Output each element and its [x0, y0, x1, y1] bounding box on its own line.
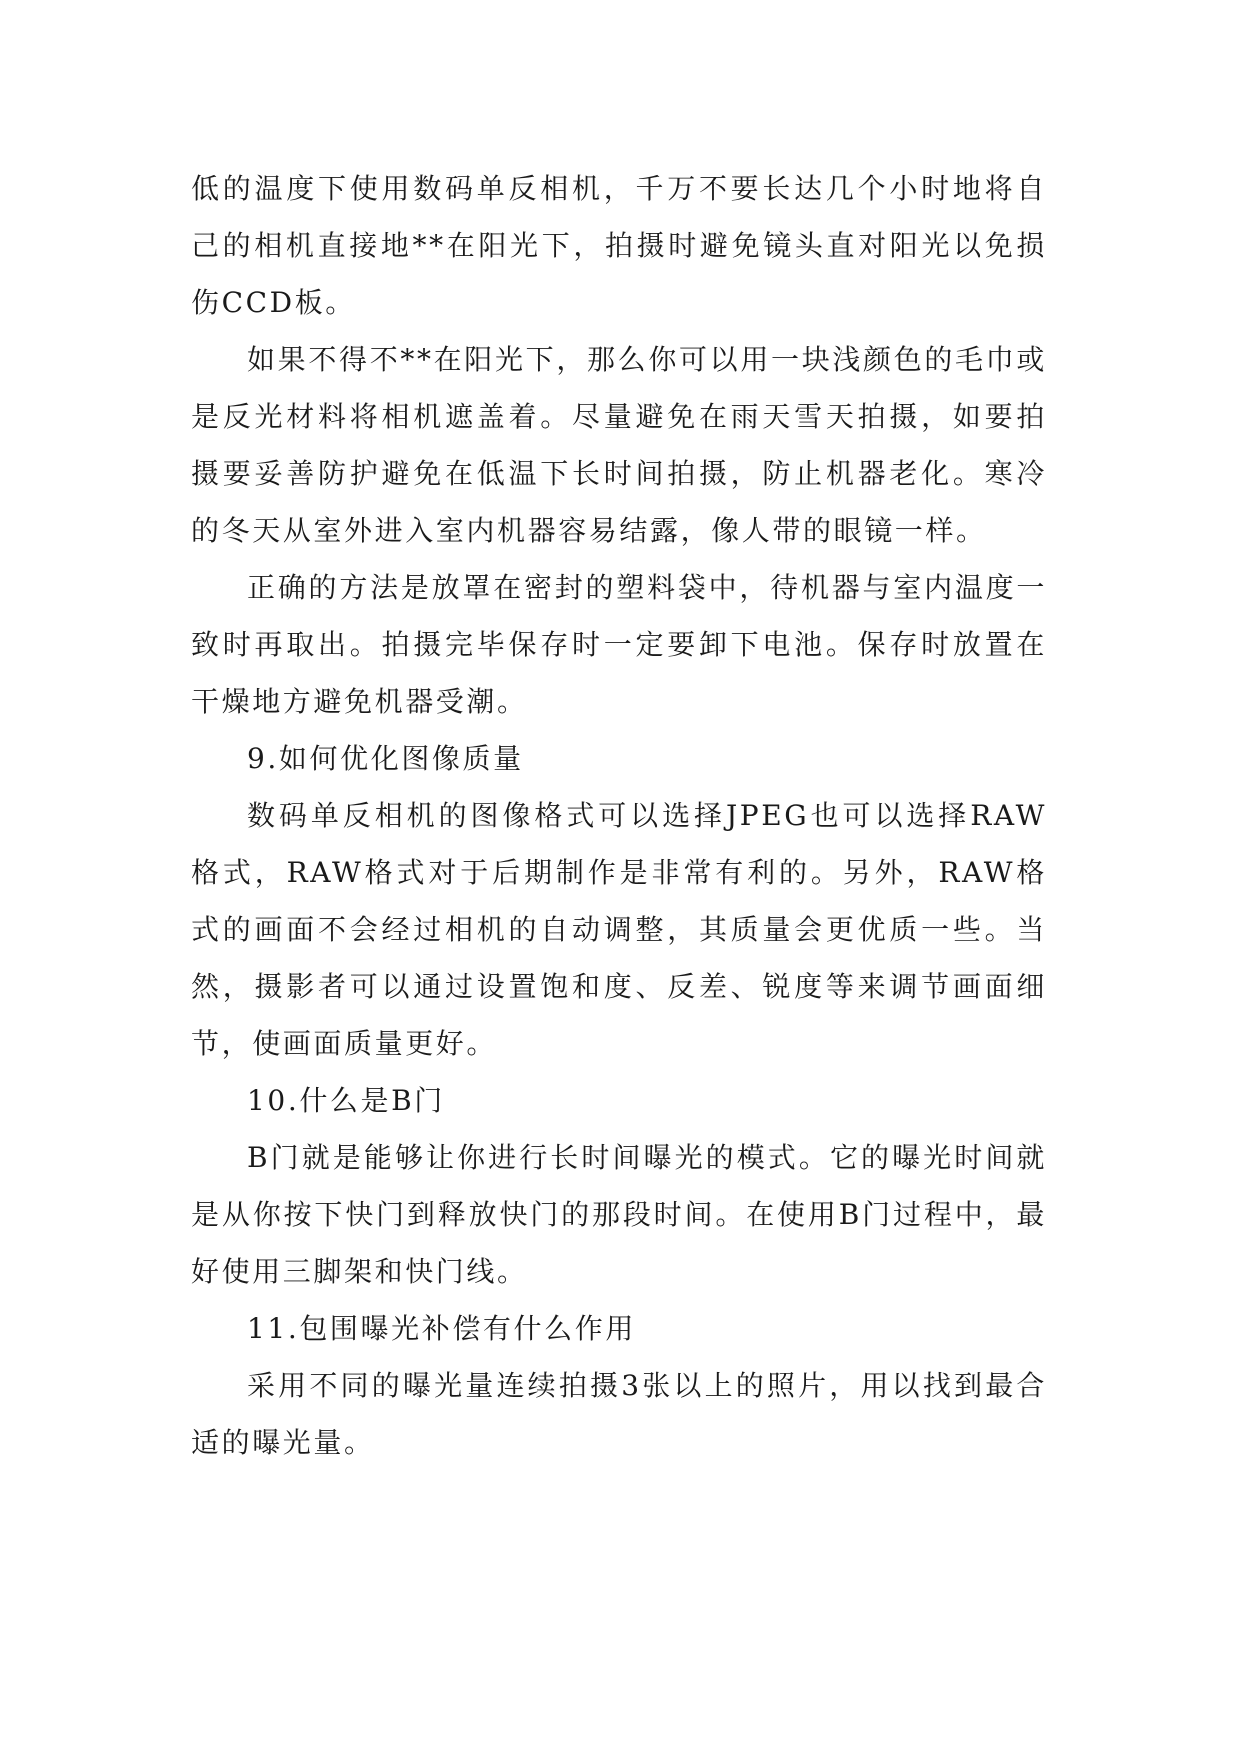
heading-bulb-mode: 10.什么是B门 [247, 1084, 445, 1117]
paragraph-continuation: 低的温度下使用数码单反相机，千万不要长达几个小时地将自己的相机直接地**在阳光下，拍摄时避免镜头直对阳光以免损伤CCD板。 [191, 172, 1047, 319]
paragraph-sun-protection: 如果不得不**在阳光下，那么你可以用一块浅颜色的毛巾或是反光材料将相机遮盖着。尽量避免在雨天雪天拍摄，如要拍摄要妥善防护避免在低温下长时间拍摄，防止机器老化。寒冷的冬天从室外进入室内机器容易结露，像人带的眼镜一样。 [191, 343, 1047, 547]
paragraph-exposure-bracketing: 采用不同的曝光量连续拍摄3张以上的照片，用以找到最合适的曝光量。 [191, 1369, 1047, 1459]
paragraph-bulb-mode: B门就是能够让你进行长时间曝光的模式。它的曝光时间就是从你按下快门到释放快门的那段时间。在使用B门过程中，最好使用三脚架和快门线。 [191, 1141, 1047, 1288]
heading-image-quality: 9.如何优化图像质量 [247, 742, 524, 775]
heading-exposure-bracketing: 11.包围曝光补偿有什么作用 [247, 1312, 636, 1345]
paragraph-storage: 正确的方法是放罩在密封的塑料袋中，待机器与室内温度一致时再取出。拍摄完毕保存时一定要卸下电池。保存时放置在干燥地方避免机器受潮。 [191, 571, 1047, 718]
document-body [191, 160, 1047, 1471]
paragraph-image-format: 数码单反相机的图像格式可以选择JPEG也可以选择RAW格式，RAW格式对于后期制作是非常有利的。另外，RAW格式的画面不会经过相机的自动调整，其质量会更优质一些。当然，摄影者可以通过设置饱和度、反差、锐度等来调节画面细节，使画面质量更好。 [191, 799, 1047, 1060]
